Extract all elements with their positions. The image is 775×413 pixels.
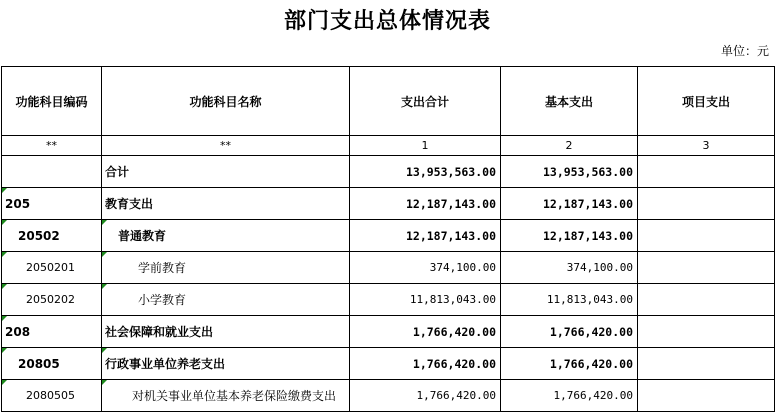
- header-code: 功能科目编码: [2, 67, 102, 136]
- cell-code: 2080505: [2, 380, 102, 412]
- cell-name: 小学教育: [102, 284, 350, 316]
- table-row: [2, 188, 775, 220]
- cell-total: 13,953,563.00: [350, 156, 501, 188]
- table-row: [2, 156, 775, 188]
- cell-name: 学前教育: [102, 252, 350, 284]
- table-row: [2, 284, 775, 316]
- cell-name: 合计: [102, 156, 350, 188]
- table-row: [2, 316, 775, 348]
- cell-basic: 12,187,143.00: [501, 188, 638, 220]
- header-total: 支出合计: [350, 67, 501, 136]
- header-project: 项目支出: [638, 67, 775, 136]
- table-row: [2, 220, 775, 252]
- cell-basic: 12,187,143.00: [501, 220, 638, 252]
- cell-total: 374,100.00: [350, 252, 501, 284]
- cell-basic: 13,953,563.00: [501, 156, 638, 188]
- cell-name: 行政事业单位养老支出: [102, 348, 350, 380]
- cell-name: 普通教育: [102, 220, 350, 252]
- index-row: [2, 136, 775, 156]
- page-title: 部门支出总体情况表: [283, 8, 491, 34]
- cell-basic: 374,100.00: [501, 252, 638, 284]
- cell-project: [638, 188, 775, 220]
- cell-project: [638, 284, 775, 316]
- header-row: [2, 67, 775, 136]
- cell-total: 11,813,043.00: [350, 284, 501, 316]
- table-row: [2, 348, 775, 380]
- cell-project: [638, 348, 775, 380]
- cell-project: [638, 252, 775, 284]
- cell-total: 1,766,420.00: [350, 316, 501, 348]
- index-cell: 3: [638, 136, 775, 156]
- expenditure-table: [1, 66, 775, 412]
- cell-basic: 1,766,420.00: [501, 316, 638, 348]
- cell-code: 20805: [2, 348, 102, 380]
- cell-code: 20502: [2, 220, 102, 252]
- cell-basic: 1,766,420.00: [501, 380, 638, 412]
- cell-total: 12,187,143.00: [350, 220, 501, 252]
- table-row: [2, 380, 775, 412]
- cell-code: 2050202: [2, 284, 102, 316]
- cell-total: 12,187,143.00: [350, 188, 501, 220]
- index-cell: 1: [350, 136, 501, 156]
- cell-project: [638, 316, 775, 348]
- cell-project: [638, 220, 775, 252]
- cell-name: 教育支出: [102, 188, 350, 220]
- cell-project: [638, 380, 775, 412]
- table-row: [2, 252, 775, 284]
- header-name: 功能科目名称: [102, 67, 350, 136]
- index-cell: **: [2, 136, 102, 156]
- cell-name: 社会保障和就业支出: [102, 316, 350, 348]
- cell-project: [638, 156, 775, 188]
- index-cell: **: [102, 136, 350, 156]
- cell-total: 1,766,420.00: [350, 380, 501, 412]
- cell-name: 对机关事业单位基本养老保险缴费支出: [102, 380, 350, 412]
- cell-code: 208: [2, 316, 102, 348]
- cell-basic: 1,766,420.00: [501, 348, 638, 380]
- cell-basic: 11,813,043.00: [501, 284, 638, 316]
- cell-total: 1,766,420.00: [350, 348, 501, 380]
- index-cell: 2: [501, 136, 638, 156]
- unit-label: 单位：元: [720, 44, 769, 58]
- header-basic: 基本支出: [501, 67, 638, 136]
- cell-code: 205: [2, 188, 102, 220]
- cell-code: [2, 156, 102, 188]
- cell-code: 2050201: [2, 252, 102, 284]
